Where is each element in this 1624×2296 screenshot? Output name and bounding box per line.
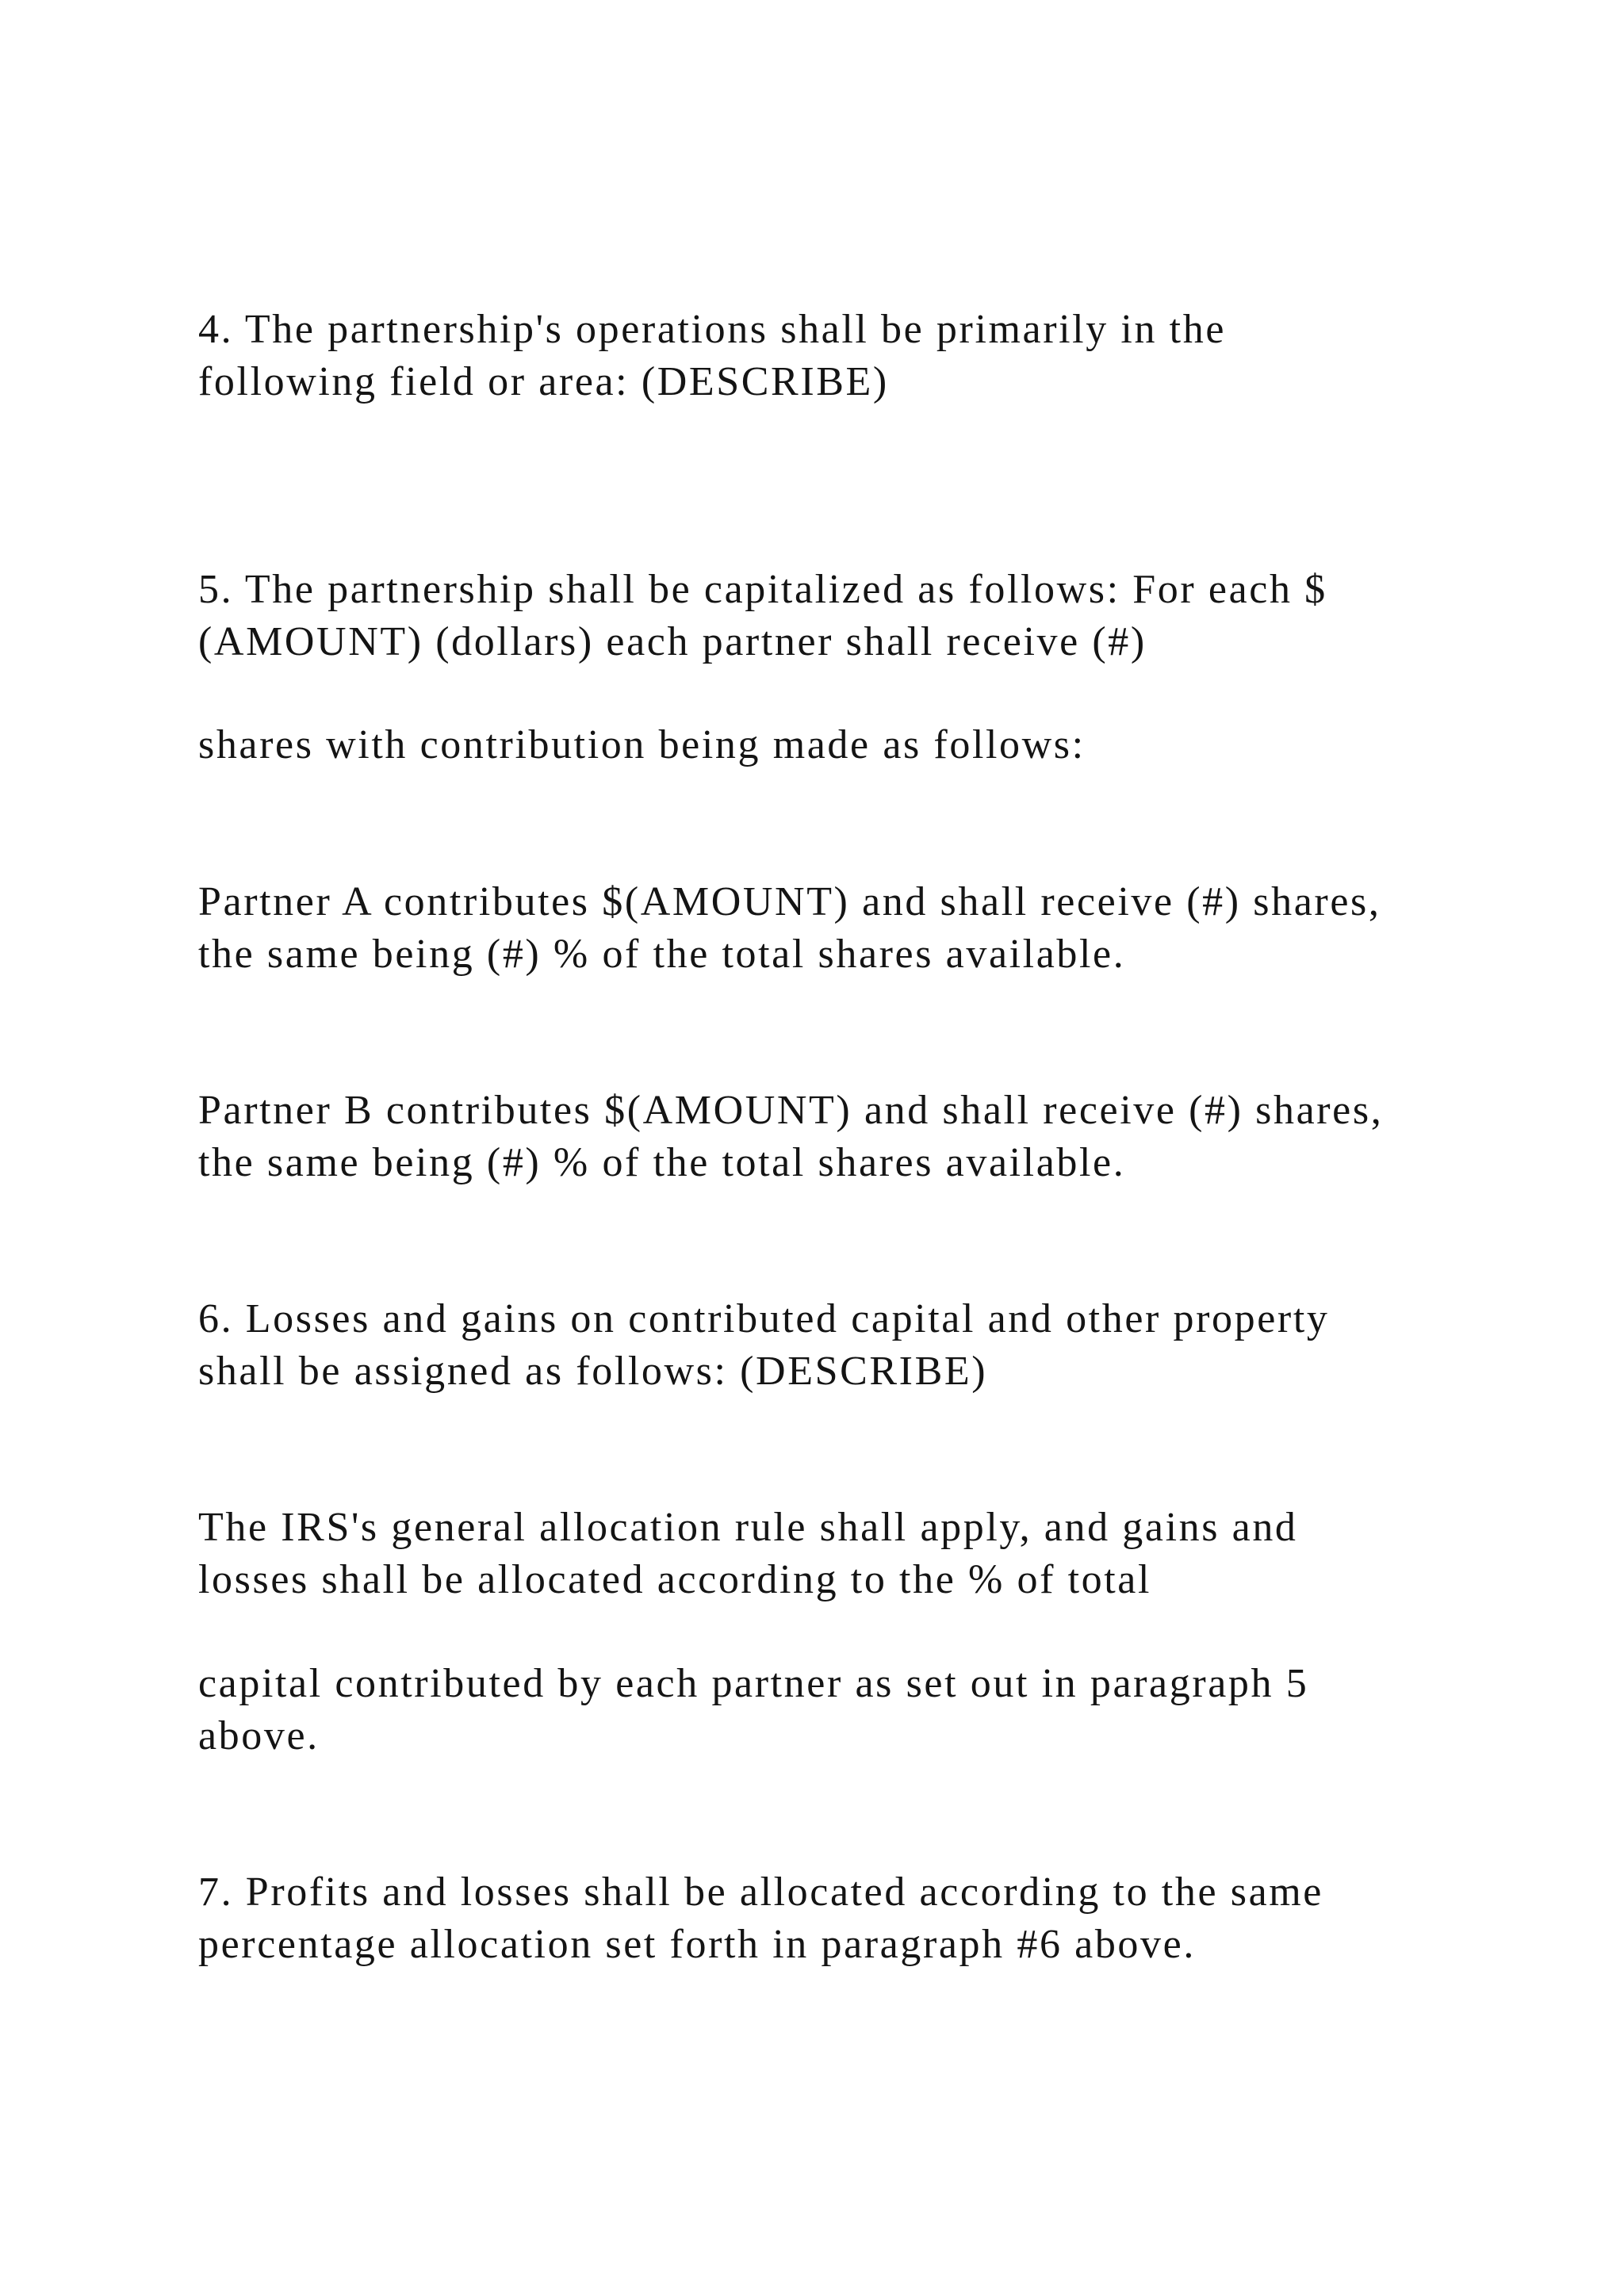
paragraph-6-line-2: shall be assigned as follows: (DESCRIBE) [198, 1349, 988, 1394]
partner-a-line-2: the same being (#) % of the total shares available. [198, 932, 1126, 977]
paragraph-7-line-1: 7. Profits and losses shall be allocated according to the same [198, 1869, 1323, 1915]
paragraph-4-line-1: 4. The partnership's operations shall be primarily in the [198, 307, 1227, 352]
irs-rule-line-2: losses shall be allocated according to the % of total [198, 1557, 1152, 1602]
irs-rule-line-3: capital contributed by each partner as set out in paragraph 5 [198, 1661, 1309, 1706]
paragraph-7-line-2: percentage allocation set forth in paragraph #6 above. [198, 1922, 1196, 1967]
paragraph-5-line-1: 5. The partnership shall be capitalized as follows: For each $ [198, 567, 1327, 612]
partner-b-line-2: the same being (#) % of the total shares available. [198, 1140, 1126, 1185]
paragraph-5-line-2: (AMOUNT) (dollars) each partner shall receive (#) [198, 619, 1147, 664]
partner-a-line-1: Partner A contributes $(AMOUNT) and shall receive (#) shares, [198, 879, 1381, 924]
irs-rule-line-1: The IRS's general allocation rule shall apply, and gains and [198, 1505, 1298, 1550]
partner-b-line-1: Partner B contributes $(AMOUNT) and shall receive (#) shares, [198, 1088, 1384, 1133]
paragraph-6-line-1: 6. Losses and gains on contributed capital and other property [198, 1296, 1330, 1341]
paragraph-5-line-3: shares with contribution being made as follows: [198, 722, 1086, 767]
paragraph-4-line-2: following field or area: (DESCRIBE) [198, 359, 889, 404]
irs-rule-line-4: above. [198, 1713, 320, 1758]
